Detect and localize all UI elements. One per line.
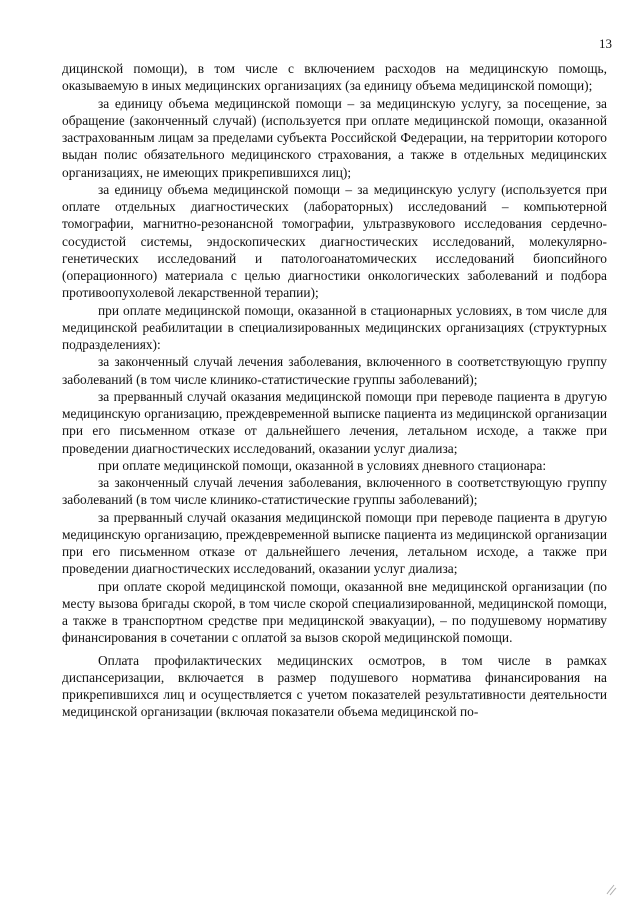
paragraph: при оплате медицинской помощи, оказанной в условиях дневного стационара: bbox=[98, 457, 547, 473]
paragraph: при оплате скорой медицинской помощи, оказанной вне медицинской организации (по месту вызова бригады скорой, в том числе скорой специализированной, медицинской помощи, а также в транспортном средстве при медицинской эвакуации), – по подушевому нормативу финансирования в сочетании с оплатой за вызов скорой медицинской помощи. bbox=[62, 578, 607, 646]
paragraph: за прерванный случай оказания медицинской помощи при переводе пациента в другую медицинскую организацию, преждевременной выписке пациента из медицинской организации при его письменном отказе от дальнейшего лечения, летальном исходе, а также при проведении диагностических исследований, оказании услуг диализа; bbox=[62, 388, 607, 456]
paragraph-continuation: дицинской помощи), в том числе с включением расходов на медицинскую помощь, оказываемую в иных медицинских организациях (за единицу объема медицинской помощи); bbox=[62, 61, 607, 94]
handwritten-mark-icon bbox=[604, 883, 618, 897]
paragraph: за прерванный случай оказания медицинской помощи при переводе пациента в другую медицинскую организацию, преждевременной выписке пациента из медицинской организации при его письменном отказе от дальнейшего лечения, летальном исходе, а также при проведении диагностических исследований, оказании услуг диализа; bbox=[62, 509, 607, 577]
paragraph: за законченный случай лечения заболевания, включенного в соответствующую группу заболеваний (в том числе клинико-статистические группы заболеваний); bbox=[62, 475, 607, 508]
paragraph: за единицу объема медицинской помощи – за медицинскую услугу, за посещение, за обращение (законченный случай) (используется при оплате медицинской помощи, оказанной застрахованным лицам за пределами субъекта Российской Федерации, на территории которого выдан полис обязательного медицинского страхования, а также в отдельных медицинских организациях, не имеющих прикрепившихся лиц); bbox=[62, 95, 607, 180]
body-text bbox=[62, 60, 607, 721]
page-number: 13 bbox=[599, 36, 612, 51]
paragraph: Оплата профилактических медицинских осмотров, в том числе в рамках диспансеризации, включается в размер подушевого норматива финансирования на прикрепившихся лиц и осуществляется с учетом показателей результативности деятельности медицинской организации (включая показатели объема медицинской по- bbox=[62, 652, 607, 720]
paragraph: при оплате медицинской помощи, оказанной в стационарных условиях, в том числе для медицинской реабилитации в специализированных медицинских организациях (структурных подразделениях): bbox=[62, 302, 607, 352]
paragraph: за единицу объема медицинской помощи – за медицинскую услугу (используется при оплате отдельных диагностических (лабораторных) исследований – компьютерной томографии, магнитно-резонансной томографии, ультразвукового исследования сердечно-сосудистой системы, эндоскопических диагностических исследований, молекулярно-генетических исследований и патологоанатомических исследований биопсийного (операционного) материала с целью диагностики онкологических заболеваний и подбора противоопухолевой лекарственной терапии); bbox=[62, 181, 607, 301]
paragraph: за законченный случай лечения заболевания, включенного в соответствующую группу заболеваний (в том числе клинико-статистические группы заболеваний); bbox=[62, 354, 607, 387]
